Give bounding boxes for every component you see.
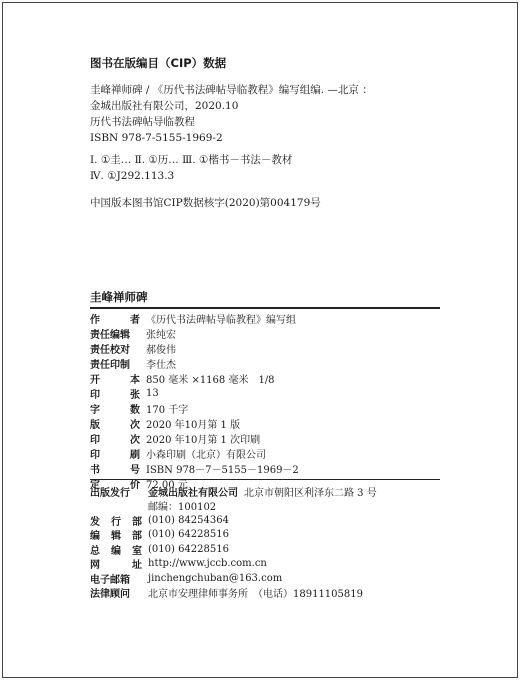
postcode-row (90, 499, 377, 514)
contact-row (90, 586, 377, 601)
cip-line: ISBN 978-7-5155-1969-2 (90, 132, 223, 144)
cip-line: 金城出版社有限公司，2020.10 (90, 100, 239, 112)
cip-record-body (90, 82, 373, 146)
book-title: 圭峰禅师碑 (90, 290, 148, 304)
contact-row-label: 网 址 (90, 560, 142, 572)
credit-row-label: 印 张 (90, 390, 140, 401)
contact-row-label: 电子邮箱 (90, 574, 130, 586)
credit-row (90, 311, 299, 326)
credit-row-value: 72.00 元 (146, 480, 188, 491)
credit-row-value: 《历代书法碑帖导临教程》编写组 (146, 315, 296, 326)
credit-row (90, 371, 299, 386)
credit-row (90, 356, 299, 371)
contact-row-label: 总 编 室 (90, 545, 142, 557)
credit-row-value: 郝俊伟 (146, 345, 176, 356)
contact-row-label: 编 辑 部 (90, 531, 142, 543)
cip-heading: 图书在版编目（CIP）数据 (90, 56, 227, 70)
contact-row-value: http://www.jccb.com.cn (148, 558, 267, 570)
credit-row-label: 作 者 (90, 315, 140, 326)
publisher-row (90, 484, 377, 499)
publisher-name: 金城出版社有限公司 (148, 487, 238, 499)
credit-row-label: 字 数 (90, 405, 140, 416)
credit-row-value: 170 千字 (146, 405, 189, 416)
contact-row (90, 571, 377, 586)
publisher-block (90, 484, 377, 600)
classification-line: Ⅰ. ①圭… Ⅱ. ①历… Ⅲ. ①楷书－书法－教材 (90, 154, 293, 166)
credits-table (90, 311, 299, 491)
credit-row (90, 341, 299, 356)
credit-row-value: 13 (146, 388, 159, 399)
credit-row-value: 张纯宏 (146, 330, 176, 341)
credit-row-label: 定 价 (90, 480, 140, 491)
cip-classification (90, 152, 292, 184)
contact-row-label: 发 行 部 (90, 516, 142, 528)
credit-row-value: 2020 年10月第 1 版 (146, 420, 241, 431)
contact-row (90, 542, 377, 557)
credit-row-label: 责任印制 (90, 360, 130, 371)
contact-row-value: 北京市安理律师事务所 （电话）18911105819 (148, 589, 363, 601)
credit-row (90, 446, 299, 461)
credit-row-value: 李仕杰 (146, 360, 176, 371)
contact-row-label: 法律顾问 (90, 589, 130, 601)
credit-row-label: 开 本 (90, 375, 140, 386)
publisher-label: 出版发行 (90, 487, 130, 499)
credit-row (90, 401, 299, 416)
title-divider (90, 307, 440, 309)
credit-row (90, 386, 299, 401)
credit-row-label: 书 号 (90, 465, 140, 476)
cip-line: 历代书法碑帖导临教程 (90, 116, 195, 128)
credit-row (90, 326, 299, 341)
credit-row-label: 印 次 (90, 435, 140, 446)
contacts-list (90, 513, 377, 600)
contact-row (90, 513, 377, 528)
credit-row-label: 责任编辑 (90, 330, 130, 341)
contact-row-value: jinchengchuban@163.com (148, 572, 283, 584)
publisher-address: 北京市朝阳区利泽东二路 3 号 (244, 487, 377, 499)
contact-row-value: (010) 64228516 (148, 529, 229, 541)
credit-row-value: 850 毫米 ×1168 毫米 1/8 (146, 375, 275, 386)
contact-row (90, 557, 377, 572)
credit-row (90, 416, 299, 431)
credit-row-value: 2020 年10月第 1 次印刷 (146, 435, 261, 446)
contact-row-value: (010) 84254364 (148, 514, 229, 526)
cip-line: 圭峰禅师碑 / 《历代书法碑帖导临教程》编写组编. —北京 ： (90, 84, 373, 96)
credit-row (90, 461, 299, 476)
credit-row-value: ISBN 978－7－5155－1969－2 (146, 465, 299, 476)
credit-row-label: 责任校对 (90, 345, 130, 356)
credit-row (90, 431, 299, 446)
classification-line: Ⅳ. ①J292.113.3 (90, 170, 175, 182)
publisher-postcode: 邮编：100102 (148, 502, 217, 514)
credit-row-value: 小森印刷（北京）有限公司 (146, 450, 266, 461)
credit-row-label: 版 次 (90, 420, 140, 431)
credit-row-label: 印 刷 (90, 450, 140, 461)
cip-record-number: 中国版本图书馆CIP数据核字(2020)第004179号 (90, 197, 321, 209)
contact-row-value: (010) 64228516 (148, 543, 229, 555)
contact-row (90, 528, 377, 543)
credits-divider (90, 479, 440, 480)
